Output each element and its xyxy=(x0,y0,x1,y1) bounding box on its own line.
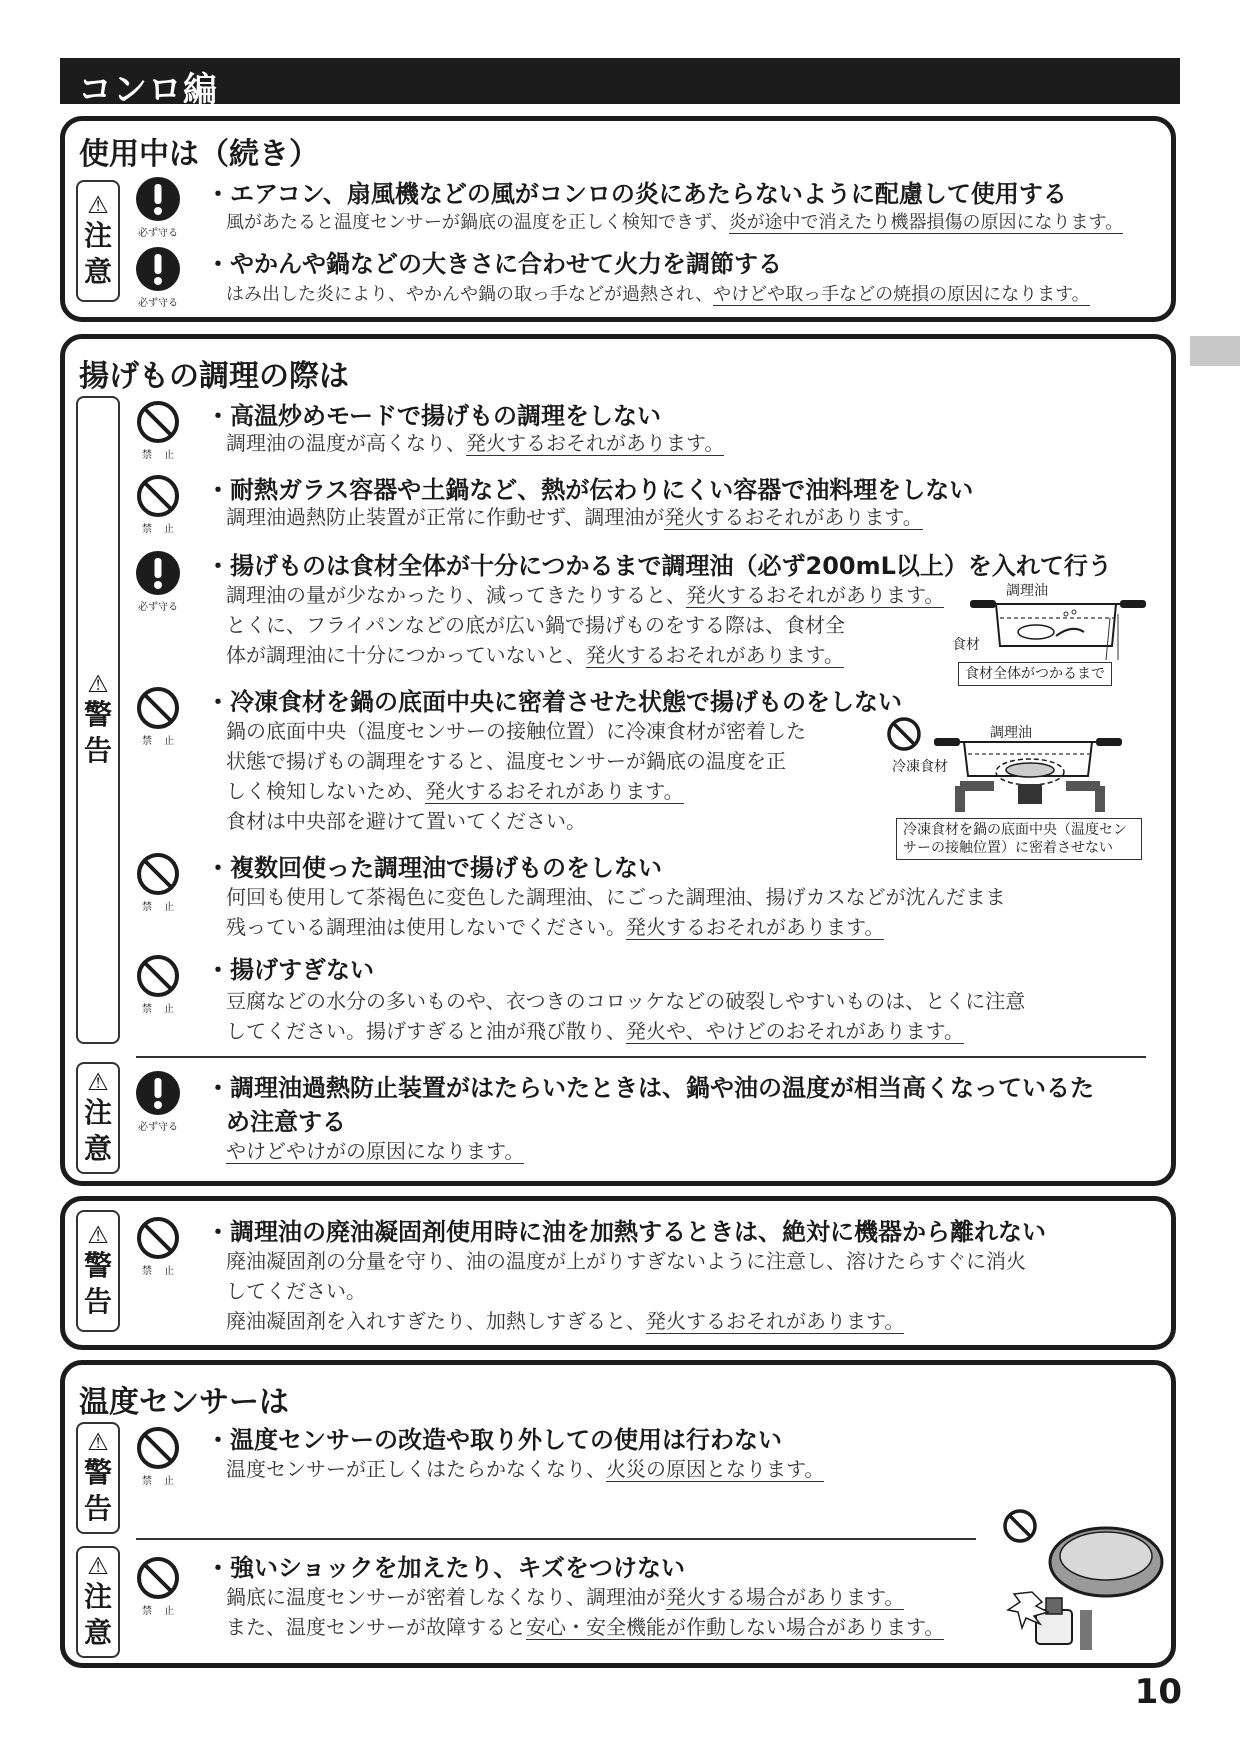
row-title: ・温度センサーの改造や取り外しての使用は行わない xyxy=(206,1426,782,1454)
prohibited-caption: 禁止 xyxy=(142,1266,186,1277)
body-text: 調理油の量が少なかったり、減ってきたりすると、 xyxy=(226,583,686,607)
body-underlined: 発火するおそれがあります。 xyxy=(686,583,945,607)
row-title: ・揚げすぎない xyxy=(206,956,374,984)
body-underlined: 火災の原因となります。 xyxy=(606,1457,825,1481)
figure-label-frozen-food: 冷凍食材 xyxy=(892,759,948,775)
prohibited-caption: 禁止 xyxy=(142,450,186,461)
row-title: ・調理油の廃油凝固剤使用時に油を加熱するときは、絶対に機器から離れない xyxy=(206,1218,1046,1246)
caution-char-1: 注 xyxy=(83,1580,112,1613)
figure-pan-oil xyxy=(952,583,1156,694)
body-text: 食材は中央部を避けて置いてください。 xyxy=(226,809,586,833)
box-title-sensor: 温度センサーは xyxy=(79,1385,289,1420)
body-underlined: 発火するおそれがあります。 xyxy=(664,505,923,529)
body-underlined: 発火するおそれがあります。 xyxy=(626,915,885,939)
body-underlined: 発火するおそれがあります。 xyxy=(646,1309,905,1333)
warning-badge xyxy=(76,396,120,1044)
row-title: ・複数回使った調理油で揚げものをしない xyxy=(206,854,662,882)
caution-badge xyxy=(76,180,120,302)
page-number: 10 xyxy=(1134,1672,1182,1712)
must-do-icon xyxy=(128,1070,188,1133)
prohibited-caption: 禁止 xyxy=(142,902,186,913)
body-underlined: 安心・安全機能が作動しない場合があります。 xyxy=(526,1615,945,1639)
prohibited-caption: 禁止 xyxy=(142,1606,186,1617)
body-underlined: 発火するおそれがあります。 xyxy=(585,643,845,667)
prohibited-icon xyxy=(128,474,188,535)
body-underlined: 発火や、やけどのおそれがあります。 xyxy=(626,1019,964,1043)
box-title-frying: 揚げもの調理の際は xyxy=(79,359,349,394)
prohibited-caption: 禁止 xyxy=(142,736,186,747)
body-text: 廃油凝固剤の分量を守り、油の温度が上がりすぎないように注意し、溶けたらすぐに消火 xyxy=(226,1249,1026,1273)
body-text: してください。揚げすぎると油が飛び散り、 xyxy=(226,1019,626,1043)
body-text: 豆腐などの水分の多いものや、衣つきのコロッケなどの破裂しやすいものは、とくに注意 xyxy=(226,989,1026,1013)
must-do-caption: 必ず守る xyxy=(138,1122,178,1133)
prohibited-icon xyxy=(128,852,188,913)
body-text: しく検知しないため、 xyxy=(226,779,426,803)
must-do-caption: 必ず守る xyxy=(138,228,178,239)
row-title: ・調理油過熱防止装置がはたらいたときは、鍋や油の温度が相当高くなっているた xyxy=(206,1074,1094,1102)
figure-label-oil: 調理油 xyxy=(990,725,1032,741)
warning-badge xyxy=(76,1422,120,1534)
row-body xyxy=(226,208,1123,238)
warning-triangle-icon: ⚠ xyxy=(87,191,109,219)
body-text: 温度センサーが正しくはたらかなくなり、 xyxy=(226,1457,606,1481)
figure-caption: 冷凍食材を鍋の底面中央（温度センサーの接触位置）に密着させない xyxy=(896,818,1142,860)
warning-triangle-icon: ⚠ xyxy=(87,1068,109,1096)
row-title: ・やかんや鍋などの大きさに合わせて火力を調節する xyxy=(206,250,782,278)
prohibited-caption: 禁止 xyxy=(142,524,186,535)
caution-char-2: 意 xyxy=(83,1616,112,1649)
row-title: ・エアコン、扇風機などの風がコンロの炎にあたらないように配慮して使用する xyxy=(206,180,1067,208)
body-text: 風があたると温度センサーが鍋底の温度を正しく検知できず、 xyxy=(226,212,729,233)
prohibited-icon xyxy=(128,1216,188,1277)
warning-char-1: 警 xyxy=(83,1249,112,1282)
warning-char-2: 告 xyxy=(83,1285,112,1318)
side-index-tab xyxy=(1190,336,1240,366)
row-body xyxy=(226,428,724,458)
body-text: 調理油過熱防止装置が正常に作動せず、調理油が xyxy=(226,505,665,529)
body-text: 調理油の温度が高くなり、 xyxy=(226,431,466,455)
row-body xyxy=(226,882,1166,942)
body-text: 鍋の底面中央（温度センサーの接触位置）に冷凍食材が密着した xyxy=(226,719,806,743)
warning-triangle-icon: ⚠ xyxy=(87,1552,109,1580)
row-body xyxy=(226,1454,824,1484)
body-text: 廃油凝固剤を入れすぎたり、加熱しすぎると、 xyxy=(226,1309,646,1333)
body-underlined: 発火するおそれがあります。 xyxy=(425,779,684,803)
figure-label-oil: 調理油 xyxy=(1006,583,1048,599)
row-body xyxy=(226,1246,1166,1336)
row-body xyxy=(226,1136,524,1166)
must-do-icon xyxy=(128,176,188,239)
figure-frozen-food xyxy=(884,716,1160,866)
must-do-icon xyxy=(128,550,188,613)
caution-badge xyxy=(76,1546,120,1658)
figure-caption: 食材全体がつかるまで xyxy=(958,662,1112,686)
figure-label-food: 食材 xyxy=(952,637,980,653)
must-do-caption: 必ず守る xyxy=(138,602,178,613)
prohibited-icon xyxy=(128,686,188,747)
section-divider xyxy=(136,1056,1146,1058)
body-text: 鍋底に温度センサーが密着しなくなり、調理油が xyxy=(226,1585,666,1609)
row-title: ・揚げものは食材全体が十分につかるまで調理油（必ず200mL以上）を入れて行う xyxy=(206,552,1112,580)
caution-char-2: 意 xyxy=(83,1132,112,1165)
section-header-title: コンロ編 xyxy=(78,70,218,110)
body-underlined: 発火する場合があります。 xyxy=(666,1585,905,1609)
prohibited-icon xyxy=(128,1426,188,1487)
row-title: ・高温炒めモードで揚げもの調理をしない xyxy=(206,402,662,430)
pan-sensor-shock-illustration xyxy=(996,1500,1166,1660)
caution-char-2: 意 xyxy=(83,255,112,288)
body-text: とくに、フライパンなどの底が広い鍋で揚げものをする際は、食材全 xyxy=(226,613,845,637)
box-title-in-use: 使用中は（続き） xyxy=(79,137,319,172)
body-text: してください。 xyxy=(226,1279,366,1303)
warning-triangle-icon: ⚠ xyxy=(87,1221,109,1249)
row-body xyxy=(226,1582,944,1642)
caution-badge xyxy=(76,1062,120,1174)
figure-sensor-shock xyxy=(996,1500,1166,1660)
section-header-bar xyxy=(60,58,1180,110)
prohibited-caption: 禁止 xyxy=(142,1476,186,1487)
row-body xyxy=(226,580,946,670)
caution-char-1: 注 xyxy=(83,1096,112,1129)
row-title: ・強いショックを加えたり、キズをつけない xyxy=(206,1554,686,1582)
caution-char-1: 注 xyxy=(83,219,112,252)
prohibited-icon xyxy=(128,1556,188,1617)
body-text: 体が調理油に十分につかっていないと、 xyxy=(226,643,586,667)
body-underlined: 炎が途中で消えたり機器損傷の原因になります。 xyxy=(728,212,1124,233)
prohibited-caption: 禁止 xyxy=(142,1004,186,1015)
warning-triangle-icon: ⚠ xyxy=(87,670,109,698)
warning-char-1: 警 xyxy=(83,1456,112,1489)
prohibited-icon xyxy=(128,954,188,1015)
body-underlined: 発火するおそれがあります。 xyxy=(466,431,725,455)
body-text: 状態で揚げもの調理をすると、温度センサーが鍋底の温度を正 xyxy=(226,749,786,773)
row-title: ・冷凍食材を鍋の底面中央に密着させた状態で揚げものをしない xyxy=(206,688,902,716)
body-underlined: やけどやけがの原因になります。 xyxy=(226,1139,525,1163)
warning-char-1: 警 xyxy=(83,698,112,731)
warning-badge xyxy=(76,1210,120,1332)
pan-oil-illustration xyxy=(956,584,1156,664)
body-text: 残っている調理油は使用しないでください。 xyxy=(226,915,626,939)
section-divider xyxy=(136,1538,976,1540)
row-body xyxy=(226,986,1166,1046)
row-body xyxy=(226,716,876,836)
row-title: ・耐熱ガラス容器や土鍋など、熱が伝わりにくい容器で油料理をしない xyxy=(206,476,974,504)
prohibited-icon xyxy=(128,400,188,461)
body-underlined: やけどや取っ手などの焼損の原因になります。 xyxy=(713,284,1090,305)
warning-triangle-icon: ⚠ xyxy=(87,1428,109,1456)
must-do-icon xyxy=(128,246,188,309)
warning-char-2: 告 xyxy=(83,734,112,767)
body-text: また、温度センサーが故障すると xyxy=(226,1615,526,1639)
row-title-continued: め注意する xyxy=(226,1108,346,1136)
must-do-caption: 必ず守る xyxy=(138,298,178,309)
row-body xyxy=(226,280,1090,310)
body-text: はみ出した炎により、やかんや鍋の取っ手などが過熱され、 xyxy=(226,284,714,305)
warning-char-2: 告 xyxy=(83,1492,112,1525)
row-body xyxy=(226,502,923,532)
body-text: 何回も使用して茶褐色に変色した調理油、にごった調理油、揚げカスなどが沈んだまま xyxy=(226,885,1006,909)
